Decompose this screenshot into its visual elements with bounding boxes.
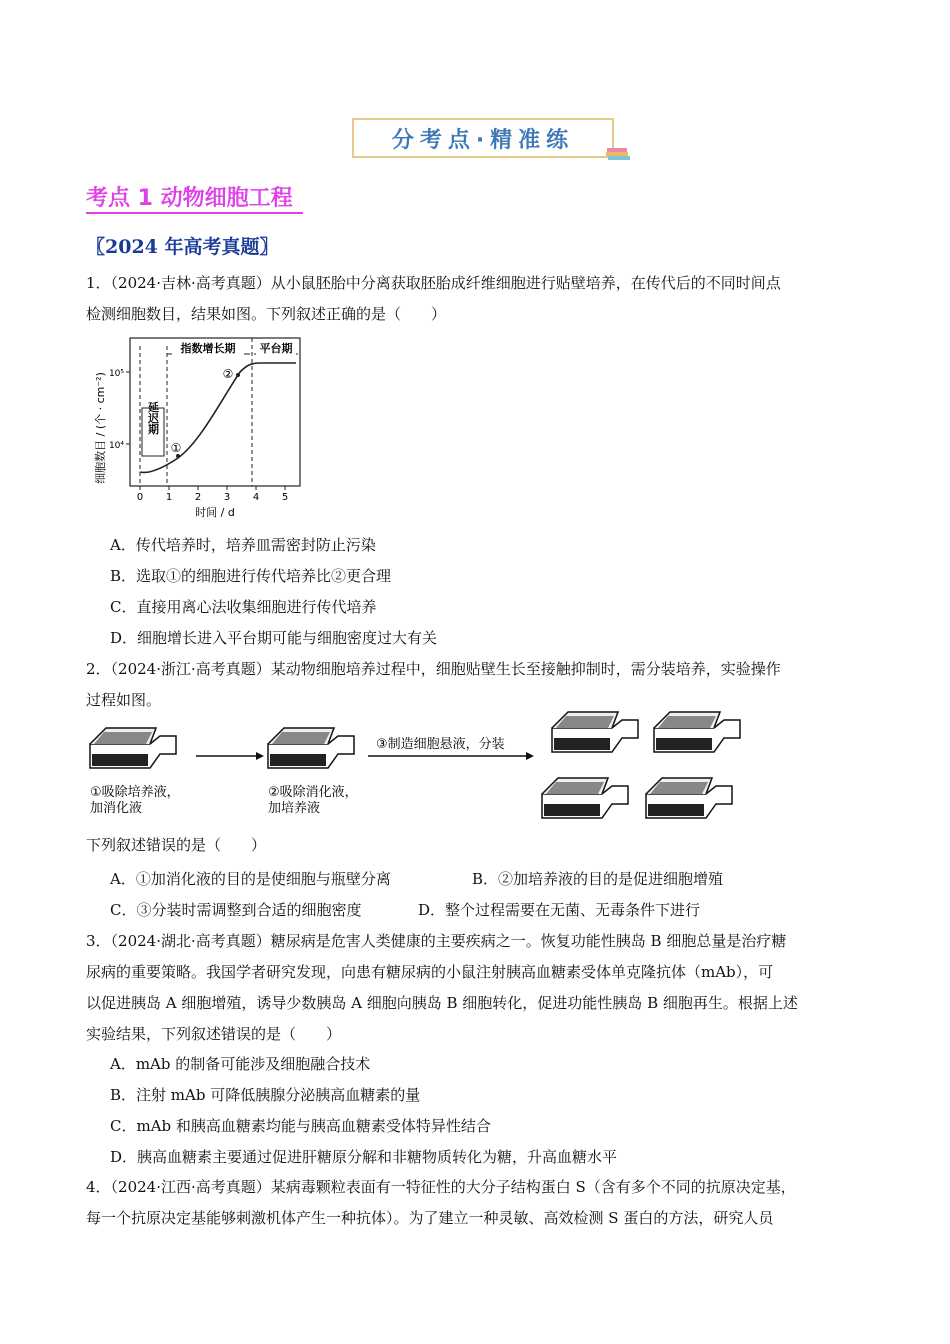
q2-step1-a: ①吸除培养液，	[90, 785, 180, 800]
q1-mark-1: ①	[170, 441, 182, 455]
q2-process-figure	[86, 708, 786, 826]
q3-option-a[interactable]: A．mAb 的制备可能涉及细胞融合技术	[110, 1055, 371, 1073]
q2-option-b[interactable]: B．②加培养液的目的是促进细胞增殖	[472, 870, 724, 888]
q1-xlabel: 时间 / d	[195, 506, 235, 519]
q1-xtick-4: 4	[252, 492, 260, 503]
q1-phase-log: 指数增长期	[180, 342, 236, 355]
q1-options	[110, 530, 437, 654]
q2-question: 下列叙述错误的是（ ）	[86, 836, 267, 854]
q1-xtick-1: 1	[165, 492, 173, 503]
q3-option-b[interactable]: B．注射 mAb 可降低胰腺分泌胰高血糖素的量	[110, 1086, 421, 1104]
q2-stem: 2．（2024·浙江·高考真题）某动物细胞培养过程中，细胞贴壁生长至接触抑制时，需分装培养，实验操作 过程如图。	[86, 660, 781, 709]
q2-step2-a: ②吸除消化液，	[268, 785, 358, 800]
q1-xtick-3: 3	[223, 492, 231, 503]
books-icon	[604, 140, 632, 164]
q1-option-c[interactable]: C．直接用离心法收集细胞进行传代培养	[110, 598, 377, 616]
q3-stem: 3．（2024·湖北·高考真题）糖尿病是危害人类健康的主要疾病之一。恢复功能性胰岛 B 细胞总量是治疗糖 尿病的重要策略。我国学者研究发现，向患有糖尿病的小鼠注射胰高血糖素受体单克隆抗体（mAb），可 以促进胰岛 A 细胞增殖，诱导少数胰岛 A 细胞向胰岛 B 细胞转化，促进功能性胰岛 B 细胞再生。根据上述 实验结果，下列叙述错误的是（ ）	[86, 932, 798, 1043]
section-title: 考点 1 动物细胞工程	[86, 186, 303, 214]
q1-xtick-5: 5	[281, 492, 289, 503]
flask-6	[646, 778, 732, 818]
q3-option-c[interactable]: C．mAb 和胰高血糖素均能与胰高血糖素受体特异性结合	[110, 1117, 491, 1135]
q1-ytick-1e5: 10⁵	[108, 369, 124, 379]
q1-ylabel: 细胞数目 / (个 · cm⁻²)	[94, 372, 107, 484]
q3-options	[110, 1049, 617, 1173]
q2-step1-b: 加消化液	[90, 801, 143, 816]
flask-4	[654, 712, 740, 752]
q2-step2-b: 加培养液	[268, 801, 321, 816]
q2-option-c[interactable]: C．③分装时需调整到合适的细胞密度	[110, 901, 362, 919]
q1-option-a[interactable]: A．传代培养时，培养皿需密封防止污染	[110, 536, 376, 554]
q1-xtick-0: 0	[136, 492, 144, 503]
q1-phase-lag: 延迟期	[146, 401, 160, 435]
section-banner: 分考点·精准练	[352, 118, 614, 158]
flask-3	[552, 712, 638, 752]
subheading: 〖2024 年高考真题〗	[86, 236, 279, 258]
q1-phase-plateau: 平台期	[259, 342, 293, 355]
q2-option-d[interactable]: D．整个过程需要在无菌、无毒条件下进行	[418, 901, 701, 919]
flask-2	[268, 728, 354, 768]
q3-option-d[interactable]: D．胰高血糖素主要通过促进肝糖原分解和非糖物质转化为糖，升高血糖水平	[110, 1148, 618, 1166]
flask-1	[90, 728, 176, 768]
q1-ytick-1e4: 10⁴	[108, 441, 124, 451]
q1-option-d[interactable]: D．细胞增长进入平台期可能与细胞密度过大有关	[110, 629, 438, 647]
q1-stem: 1．（2024·吉林·高考真题）从小鼠胚胎中分离获取胚胎成纤维细胞进行贴壁培养，在传代后的不同时间点 检测细胞数目，结果如图。下列叙述正确的是（ ）	[86, 274, 781, 323]
flask-5	[542, 778, 628, 818]
q1-xtick-2: 2	[194, 492, 202, 503]
q2-option-a[interactable]: A．①加消化液的目的是使细胞与瓶壁分离	[110, 870, 391, 888]
q2-step3-label: ③制造细胞悬液，分装	[376, 737, 505, 752]
q1-growth-chart	[90, 332, 310, 524]
q1-mark-2: ②	[222, 367, 234, 381]
q1-option-b[interactable]: B．选取①的细胞进行传代培养比②更合理	[110, 567, 392, 585]
q4-stem: 4．（2024·江西·高考真题）某病毒颗粒表面有一特征性的大分子结构蛋白 S（含有多个不同的抗原决定基， 每一个抗原决定基能够刺激机体产生一种抗体）。为了建立一种灵敏、高效检测 S 蛋白的方法，研究人员	[86, 1178, 796, 1227]
